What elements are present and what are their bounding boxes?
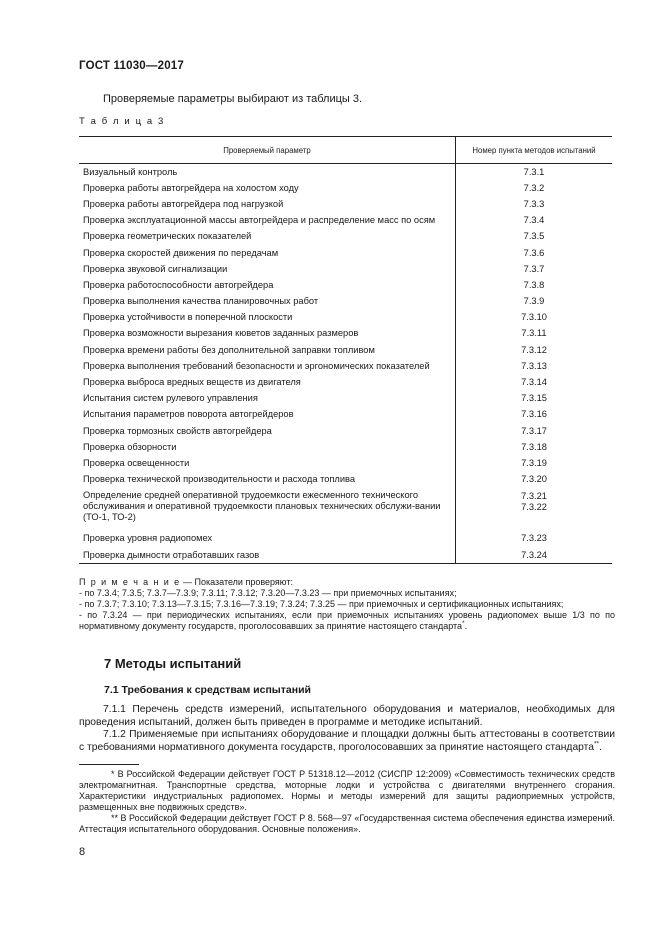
row-method-ref-line: 7.3.22 (521, 501, 547, 512)
row-parameter: Проверка скоростей движения по передачам (79, 245, 456, 261)
row-parameter: Испытания систем рулевого управления (79, 391, 456, 407)
parameters-table (79, 136, 612, 564)
table-note (79, 577, 615, 632)
row-parameter: Проверка технической производительности и расхода топлива (79, 472, 456, 488)
table-header-row (79, 137, 612, 164)
row-parameter: Проверка эксплуатационной массы автогрейдера и распределение масс по осям (79, 213, 456, 229)
table-body (79, 164, 612, 564)
row-parameter: Проверка возможности вырезания кюветов заданных размеров (79, 326, 456, 342)
row-parameter: Визуальный контроль (79, 164, 456, 181)
subsection-heading-7-1: 7.1 Требования к средствам испытаний (104, 684, 311, 696)
row-method-ref-line: 7.3.21 (521, 490, 547, 501)
table-row (79, 423, 612, 439)
row-parameter: Проверка работы автогрейдера на холостом ходу (79, 180, 456, 196)
table-row (79, 164, 612, 181)
intro-text: Проверяемые параметры выбирают из таблицы 3. (103, 93, 363, 105)
row-parameter: Проверка обзорности (79, 439, 456, 455)
note-line (79, 610, 615, 632)
table-row (79, 277, 612, 293)
row-parameter: Проверка выполнения качества планировочных работ (79, 294, 456, 310)
row-parameter: Проверка освещенности (79, 455, 456, 471)
table-row (79, 439, 612, 455)
row-method-ref: 7.3.11 (521, 328, 547, 339)
section-body (79, 704, 615, 754)
table-row (79, 180, 612, 196)
table-row (79, 229, 612, 245)
row-method-ref: 7.3.2 (523, 182, 545, 193)
table-row (79, 342, 612, 358)
row-parameter: Проверка геометрических показателей (79, 229, 456, 245)
row-parameter: Проверка выполнения требований безопасности и эргономических показателей (79, 358, 456, 374)
row-parameter: Испытания параметров поворота автогрейдеров (79, 407, 456, 423)
standard-header: ГОСТ 11030—2017 (79, 60, 184, 72)
row-parameter: Проверка уровня радиопомех (79, 531, 456, 547)
row-parameter: Проверка тормозных свойств автогрейдера (79, 423, 456, 439)
column-header-method-ref: Номер пункта методов испытаний (456, 137, 613, 164)
row-method-ref: 7.3.5 (523, 231, 545, 242)
table-row (79, 213, 612, 229)
table-row (79, 455, 612, 471)
row-method-ref: 7.3.19 (521, 457, 547, 468)
table-row (79, 531, 612, 547)
paragraph-7-1-2 (79, 729, 615, 754)
row-method-ref: 7.3.6 (523, 247, 545, 258)
row-parameter: Проверка выброса вредных веществ из двигателя (79, 374, 456, 390)
row-method-ref: 7.3.24 (456, 547, 613, 564)
table-row (79, 196, 612, 212)
footnotes (79, 769, 615, 835)
row-method-ref: 7.3.4 (523, 215, 545, 226)
row-method-ref: 7.3.15 (521, 393, 547, 404)
footnote-1: * В Российской Федерации действует ГОСТ Р 51318.12—2012 (СИСПР 12:2009) «Совместимость технических средств электромагнитная. Транспортные средства, моторные лодки и устройства с двигателями внутреннего сгорания. Характеристики индустриальных радиопомех. Нормы и методы измерений для защиты радиоприемных устройств, размещенных вне подвижных средств». (79, 769, 615, 812)
row-method-ref: 7.3.3 (523, 198, 545, 209)
row-method-ref: 7.3.10 (521, 312, 547, 323)
footnote-mark: ** (594, 740, 600, 748)
row-method-ref: 7.3.8 (523, 279, 545, 290)
table-row (79, 374, 612, 390)
table-row (79, 261, 612, 277)
table-row (79, 407, 612, 423)
note-line-end: . (464, 621, 468, 631)
row-method-ref: 7.3.1 (523, 166, 545, 177)
note-line: - по 7.3.4; 7.3.5; 7.3.7—7.3.9; 7.3.11; 7.3.12; 7.3.20—7.3.23 — при приемочных испытаниях; (79, 588, 457, 598)
row-method-ref: 7.3.7 (523, 263, 545, 274)
row-method-ref: 7.3.14 (521, 377, 547, 388)
row-method-ref: 7.3.9 (523, 296, 545, 307)
table-row (79, 326, 612, 342)
table-row (79, 472, 612, 488)
page-number: 8 (79, 846, 86, 858)
table-row (79, 294, 612, 310)
note-intro-line (79, 577, 615, 588)
paragraph-7-1-2-end: . (599, 741, 602, 753)
row-parameter: Проверка дымности отработавших газов (79, 547, 456, 564)
table-row (79, 245, 612, 261)
row-parameter: Проверка звуковой сигнализации (79, 261, 456, 277)
row-method-ref: 7.3.12 (521, 344, 547, 355)
row-parameter: Проверка работы автогрейдера под нагрузкой (79, 196, 456, 212)
row-method-ref: 7.3.17 (521, 425, 547, 436)
row-method-ref: 7.3.16 (521, 409, 547, 420)
row-method-ref (456, 488, 613, 531)
note-line-text: - по 7.3.24 — при периодических испытаниях, если при приемочных испытаниях уровень радиопомех выше 1/3 по по нормативному документу государств, проголосовавших за принятие настоящего стандарта (79, 610, 615, 631)
row-method-ref: 7.3.23 (521, 533, 547, 544)
footnote-2: ** В Российской Федерации действует ГОСТ Р 8. 568—97 «Государственная система обеспечения единства измерений. Аттестация испытательного оборудования. Основные положения». (79, 813, 615, 834)
row-method-ref: 7.3.13 (521, 360, 547, 371)
row-method-ref: 7.3.20 (521, 474, 547, 485)
row-parameter: Проверка времени работы без дополнительной заправки топливом (79, 342, 456, 358)
row-parameter: Проверка работоспособности автогрейдера (79, 277, 456, 293)
note-intro: — Показатели проверяют: (180, 577, 293, 587)
row-parameter: Определение средней оперативной трудоемкости ежесменного технического обслуживания и оперативной трудоемкости плановых технических обслужи-вании (ТО-1, ТО-2) (79, 488, 456, 531)
table-caption: Т а б л и ц а 3 (79, 116, 165, 127)
column-header-parameter: Проверяемый параметр (79, 137, 456, 164)
row-parameter: Проверка устойчивости в поперечной плоскости (79, 310, 456, 326)
table-row (79, 391, 612, 407)
table-row (79, 358, 612, 374)
table-row (79, 310, 612, 326)
row-method-ref: 7.3.18 (521, 441, 547, 452)
footnote-separator (79, 764, 139, 765)
table-row (79, 488, 612, 531)
note-line: - по 7.3.7; 7.3.10; 7.3.13—7.3.15; 7.3.16—7.3.19; 7.3.24; 7.3.25 — при приемочных и сертификационных испытаниях; (79, 599, 564, 609)
section-heading-7: 7 Методы испытаний (104, 656, 242, 671)
paragraph-7-1-2-text: 7.1.2 Применяемые при испытаниях оборудование и площадки должны быть аттестованы в соответствии с требованиями нормативного документа государств, проголосовавших за принятие настоящего стандарта (79, 729, 615, 753)
note-label: П р и м е ч а н и е (79, 577, 181, 587)
table-row (79, 547, 612, 564)
footnote-mark: * (462, 620, 465, 627)
paragraph-7-1-1: 7.1.1 Перечень средств измерений, испытательного оборудования и материалов, необходимых для проведения испытаний, должен быть приведен в программе и методике испытаний. (79, 704, 615, 728)
